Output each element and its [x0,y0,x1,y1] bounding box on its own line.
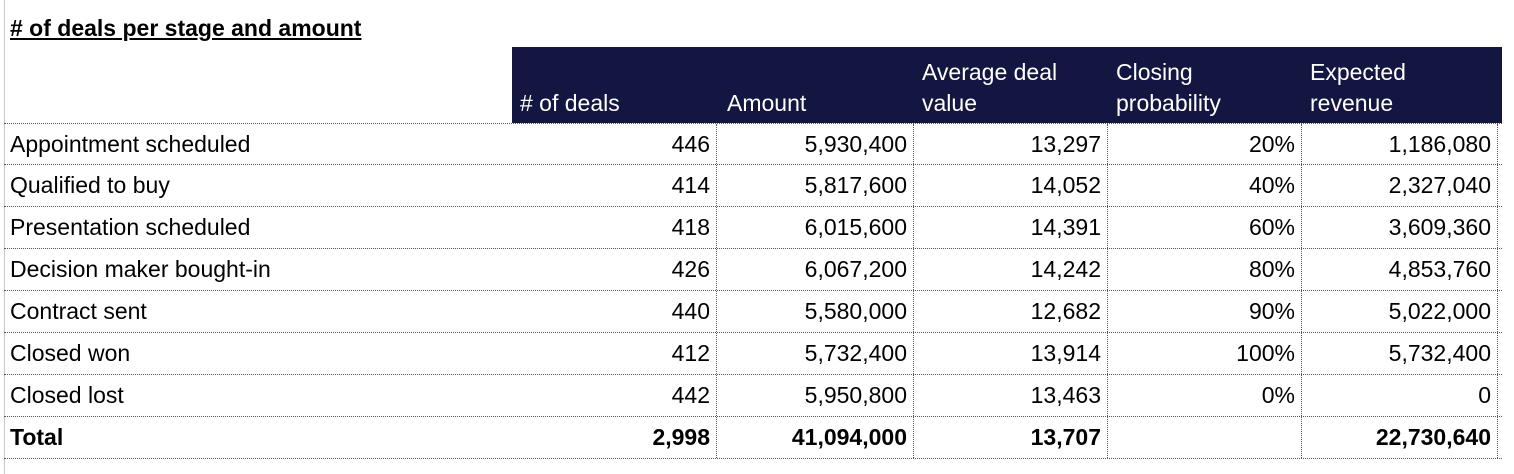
table-header-row [4,47,1502,123]
table-row [4,333,1502,375]
amount-cell: 5,930,400 [717,124,914,164]
header-deals: # of deals [520,90,620,116]
amount-cell: 6,015,600 [717,207,914,248]
stage-cell: Appointment scheduled [10,130,251,157]
stage-cell: Contract sent [10,298,147,324]
deals-cell: 426 [512,249,717,290]
table-row [4,375,1502,417]
deals-table [4,47,1502,459]
stage-cell: Qualified to buy [10,172,170,198]
avg-deal-value-cell: 13,914 [914,333,1108,374]
stage-cell: Closed won [10,340,131,366]
avg-deal-value-cell: 12,682 [914,291,1108,332]
deals-cell: 412 [512,333,717,374]
table-row [4,291,1502,333]
expected-revenue-cell: 5,732,400 [1302,333,1498,374]
deals-cell: 418 [512,207,717,248]
avg-deal-value-cell: 13,463 [914,375,1108,416]
table-row [4,249,1502,291]
expected-revenue-cell: 2,327,040 [1302,165,1498,206]
total-expected-revenue-cell: 22,730,640 [1302,417,1498,458]
total-closing-probability-cell [1108,417,1302,458]
avg-deal-value-cell: 14,052 [914,165,1108,206]
expected-revenue-cell: 0 [1302,375,1498,416]
page-title: # of deals per stage and amount [10,15,362,41]
closing-probability-cell: 80% [1108,249,1302,290]
stage-cell: Closed lost [10,382,124,408]
deals-cell: 440 [512,291,717,332]
expected-revenue-cell: 1,186,080 [1302,124,1498,164]
header-amount: Amount [727,90,807,116]
closing-probability-cell: 40% [1108,165,1302,206]
header-average-deal-value: Average deal value [922,59,1058,116]
table-row [4,123,1502,165]
amount-cell: 5,817,600 [717,165,914,206]
total-amount-cell: 41,094,000 [717,417,914,458]
avg-deal-value-cell: 13,297 [914,124,1108,164]
table-row [4,165,1502,207]
avg-deal-value-cell: 14,242 [914,249,1108,290]
closing-probability-cell: 0% [1108,375,1302,416]
stage-cell: Decision maker bought-in [10,256,271,282]
closing-probability-cell: 100% [1108,333,1302,374]
header-expected-revenue: Expected revenue [1310,59,1406,116]
expected-revenue-cell: 4,853,760 [1302,249,1498,290]
expected-revenue-cell: 3,609,360 [1302,207,1498,248]
amount-cell: 5,950,800 [717,375,914,416]
avg-deal-value-cell: 14,391 [914,207,1108,248]
total-deals-cell: 2,998 [512,417,717,458]
expected-revenue-cell: 5,022,000 [1302,291,1498,332]
amount-cell: 5,580,000 [717,291,914,332]
table-row [4,207,1502,249]
amount-cell: 6,067,200 [717,249,914,290]
header-stage-cell [4,47,512,123]
stage-cell: Presentation scheduled [10,214,251,240]
closing-probability-cell: 20% [1108,124,1302,164]
closing-probability-cell: 60% [1108,207,1302,248]
deals-cell: 442 [512,375,717,416]
total-row [4,417,1502,459]
deals-cell: 414 [512,165,717,206]
closing-probability-cell: 90% [1108,291,1302,332]
amount-cell: 5,732,400 [717,333,914,374]
deals-cell: 446 [512,124,717,164]
total-label: Total [10,424,64,450]
total-avg-deal-value-cell: 13,707 [914,417,1108,458]
header-closing-probability: Closing probability [1116,59,1221,116]
